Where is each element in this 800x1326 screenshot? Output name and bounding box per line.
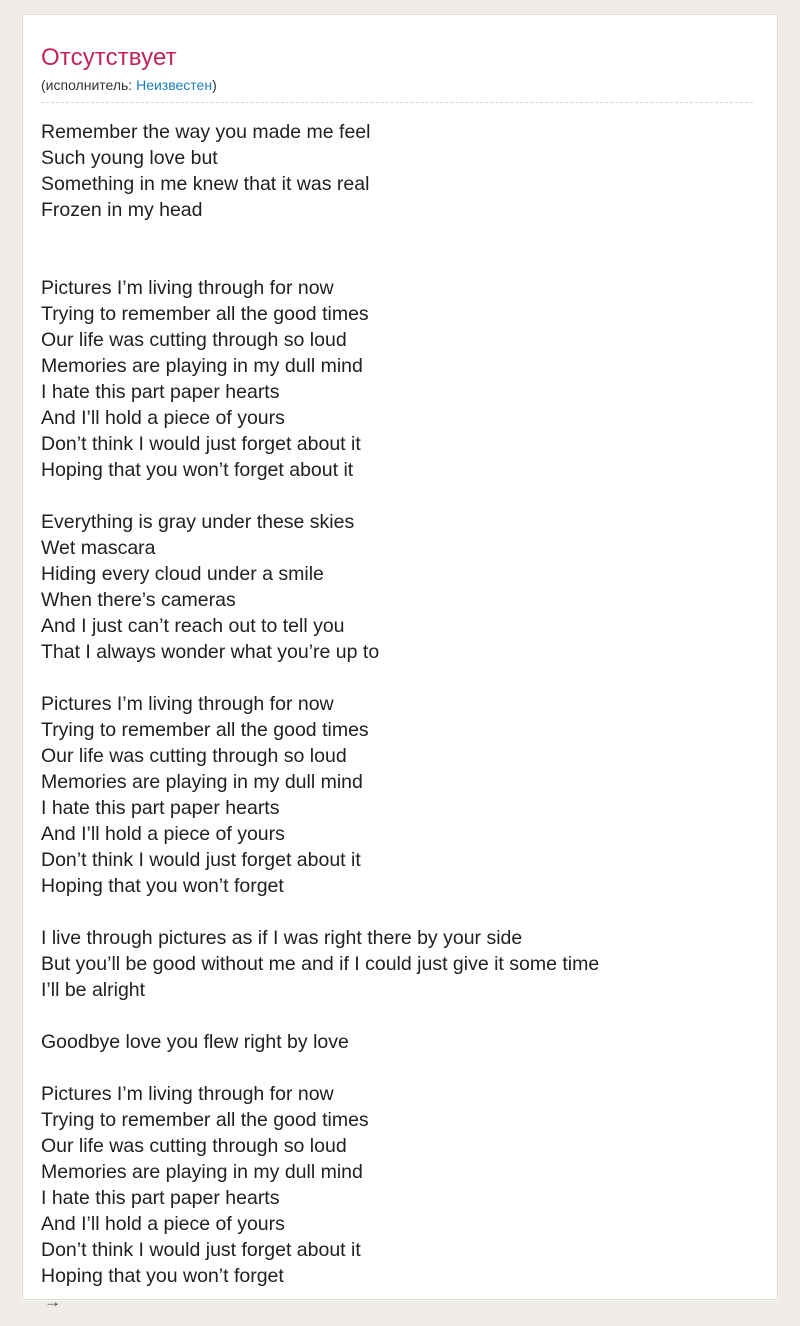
lyric-line: Memories are playing in my dull mind (41, 1161, 363, 1184)
lyric-line: I hate this part paper hearts (41, 1187, 280, 1210)
lyric-line: Trying to remember all the good times (41, 303, 369, 326)
lyric-line: Hoping that you won’t forget (41, 1265, 284, 1288)
lyric-line: Goodbye love you flew right by love (41, 1031, 349, 1054)
page-content (23, 15, 777, 1315)
lyric-line: And I’ll hold a piece of yours (41, 407, 285, 430)
lyric-line: Our life was cutting through so loud (41, 1135, 347, 1158)
lyric-line: When there’s cameras (41, 589, 236, 612)
lyric-line: And I’ll hold a piece of yours (41, 1213, 285, 1236)
page-title: Отсутствует (41, 44, 177, 71)
lyric-line: And I’ll hold a piece of yours (41, 823, 285, 846)
lyric-line: But you’ll be good without me and if I could just give it some time (41, 953, 600, 976)
lyric-line: I hate this part paper hearts (41, 797, 280, 820)
artist-byline (41, 77, 753, 103)
lyric-line: Don’t think I would just forget about it (41, 1239, 361, 1262)
lyric-line: Our life was cutting through so loud (41, 329, 347, 352)
lyric-blank-line (41, 899, 753, 925)
lyric-line: Something in me knew that it was real (41, 173, 370, 196)
lyric-line: Hoping that you won’t forget (41, 875, 284, 898)
lyric-line: Our life was cutting through so loud (41, 745, 347, 768)
lyric-line: Pictures I’m living through for now (41, 277, 334, 300)
lyric-line: Hoping that you won’t forget about it (41, 459, 354, 482)
lyric-line: Trying to remember all the good times (41, 1109, 369, 1132)
lyric-blank-line (41, 223, 753, 249)
lyrics-body (41, 119, 753, 1289)
artist-prefix-label: (исполнитель: (41, 77, 137, 94)
lyric-blank-line (41, 1055, 753, 1081)
lyric-line: And I just can’t reach out to tell you (41, 615, 345, 638)
lyric-line: I hate this part paper hearts (41, 381, 280, 404)
lyric-line: That I always wonder what you’re up to (41, 641, 380, 664)
lyric-line: Hiding every cloud under a smile (41, 563, 324, 586)
lyric-line: Frozen in my head (41, 199, 203, 222)
lyric-blank-line (41, 483, 753, 509)
lyric-line: Remember the way you made me feel (41, 121, 371, 144)
artist-suffix-label: ) (212, 77, 217, 94)
lyric-blank-line (41, 665, 753, 691)
lyric-line: Pictures I’m living through for now (41, 693, 334, 716)
lyric-line: Don’t think I would just forget about it (41, 849, 361, 872)
lyrics-page-card (22, 14, 778, 1312)
artist-link[interactable]: Неизвестен (136, 77, 213, 94)
continuation-arrow: → (44, 1292, 61, 1312)
lyric-line: I’ll be alright (41, 979, 146, 1002)
lyric-line: I live through pictures as if I was right there by your side (41, 927, 523, 950)
lyric-line: Trying to remember all the good times (41, 719, 369, 742)
lyric-line: Don’t think I would just forget about it (41, 433, 361, 456)
lyric-line: Wet mascara (41, 537, 156, 560)
lyric-line: Memories are playing in my dull mind (41, 771, 363, 794)
lyric-blank-line (41, 1003, 753, 1029)
lyric-line: Such young love but (41, 147, 218, 170)
lyric-line: Memories are playing in my dull mind (41, 355, 363, 378)
lyric-line: Everything is gray under these skies (41, 511, 355, 534)
lyric-line: Pictures I’m living through for now (41, 1083, 334, 1106)
lyric-blank-line (41, 249, 753, 275)
